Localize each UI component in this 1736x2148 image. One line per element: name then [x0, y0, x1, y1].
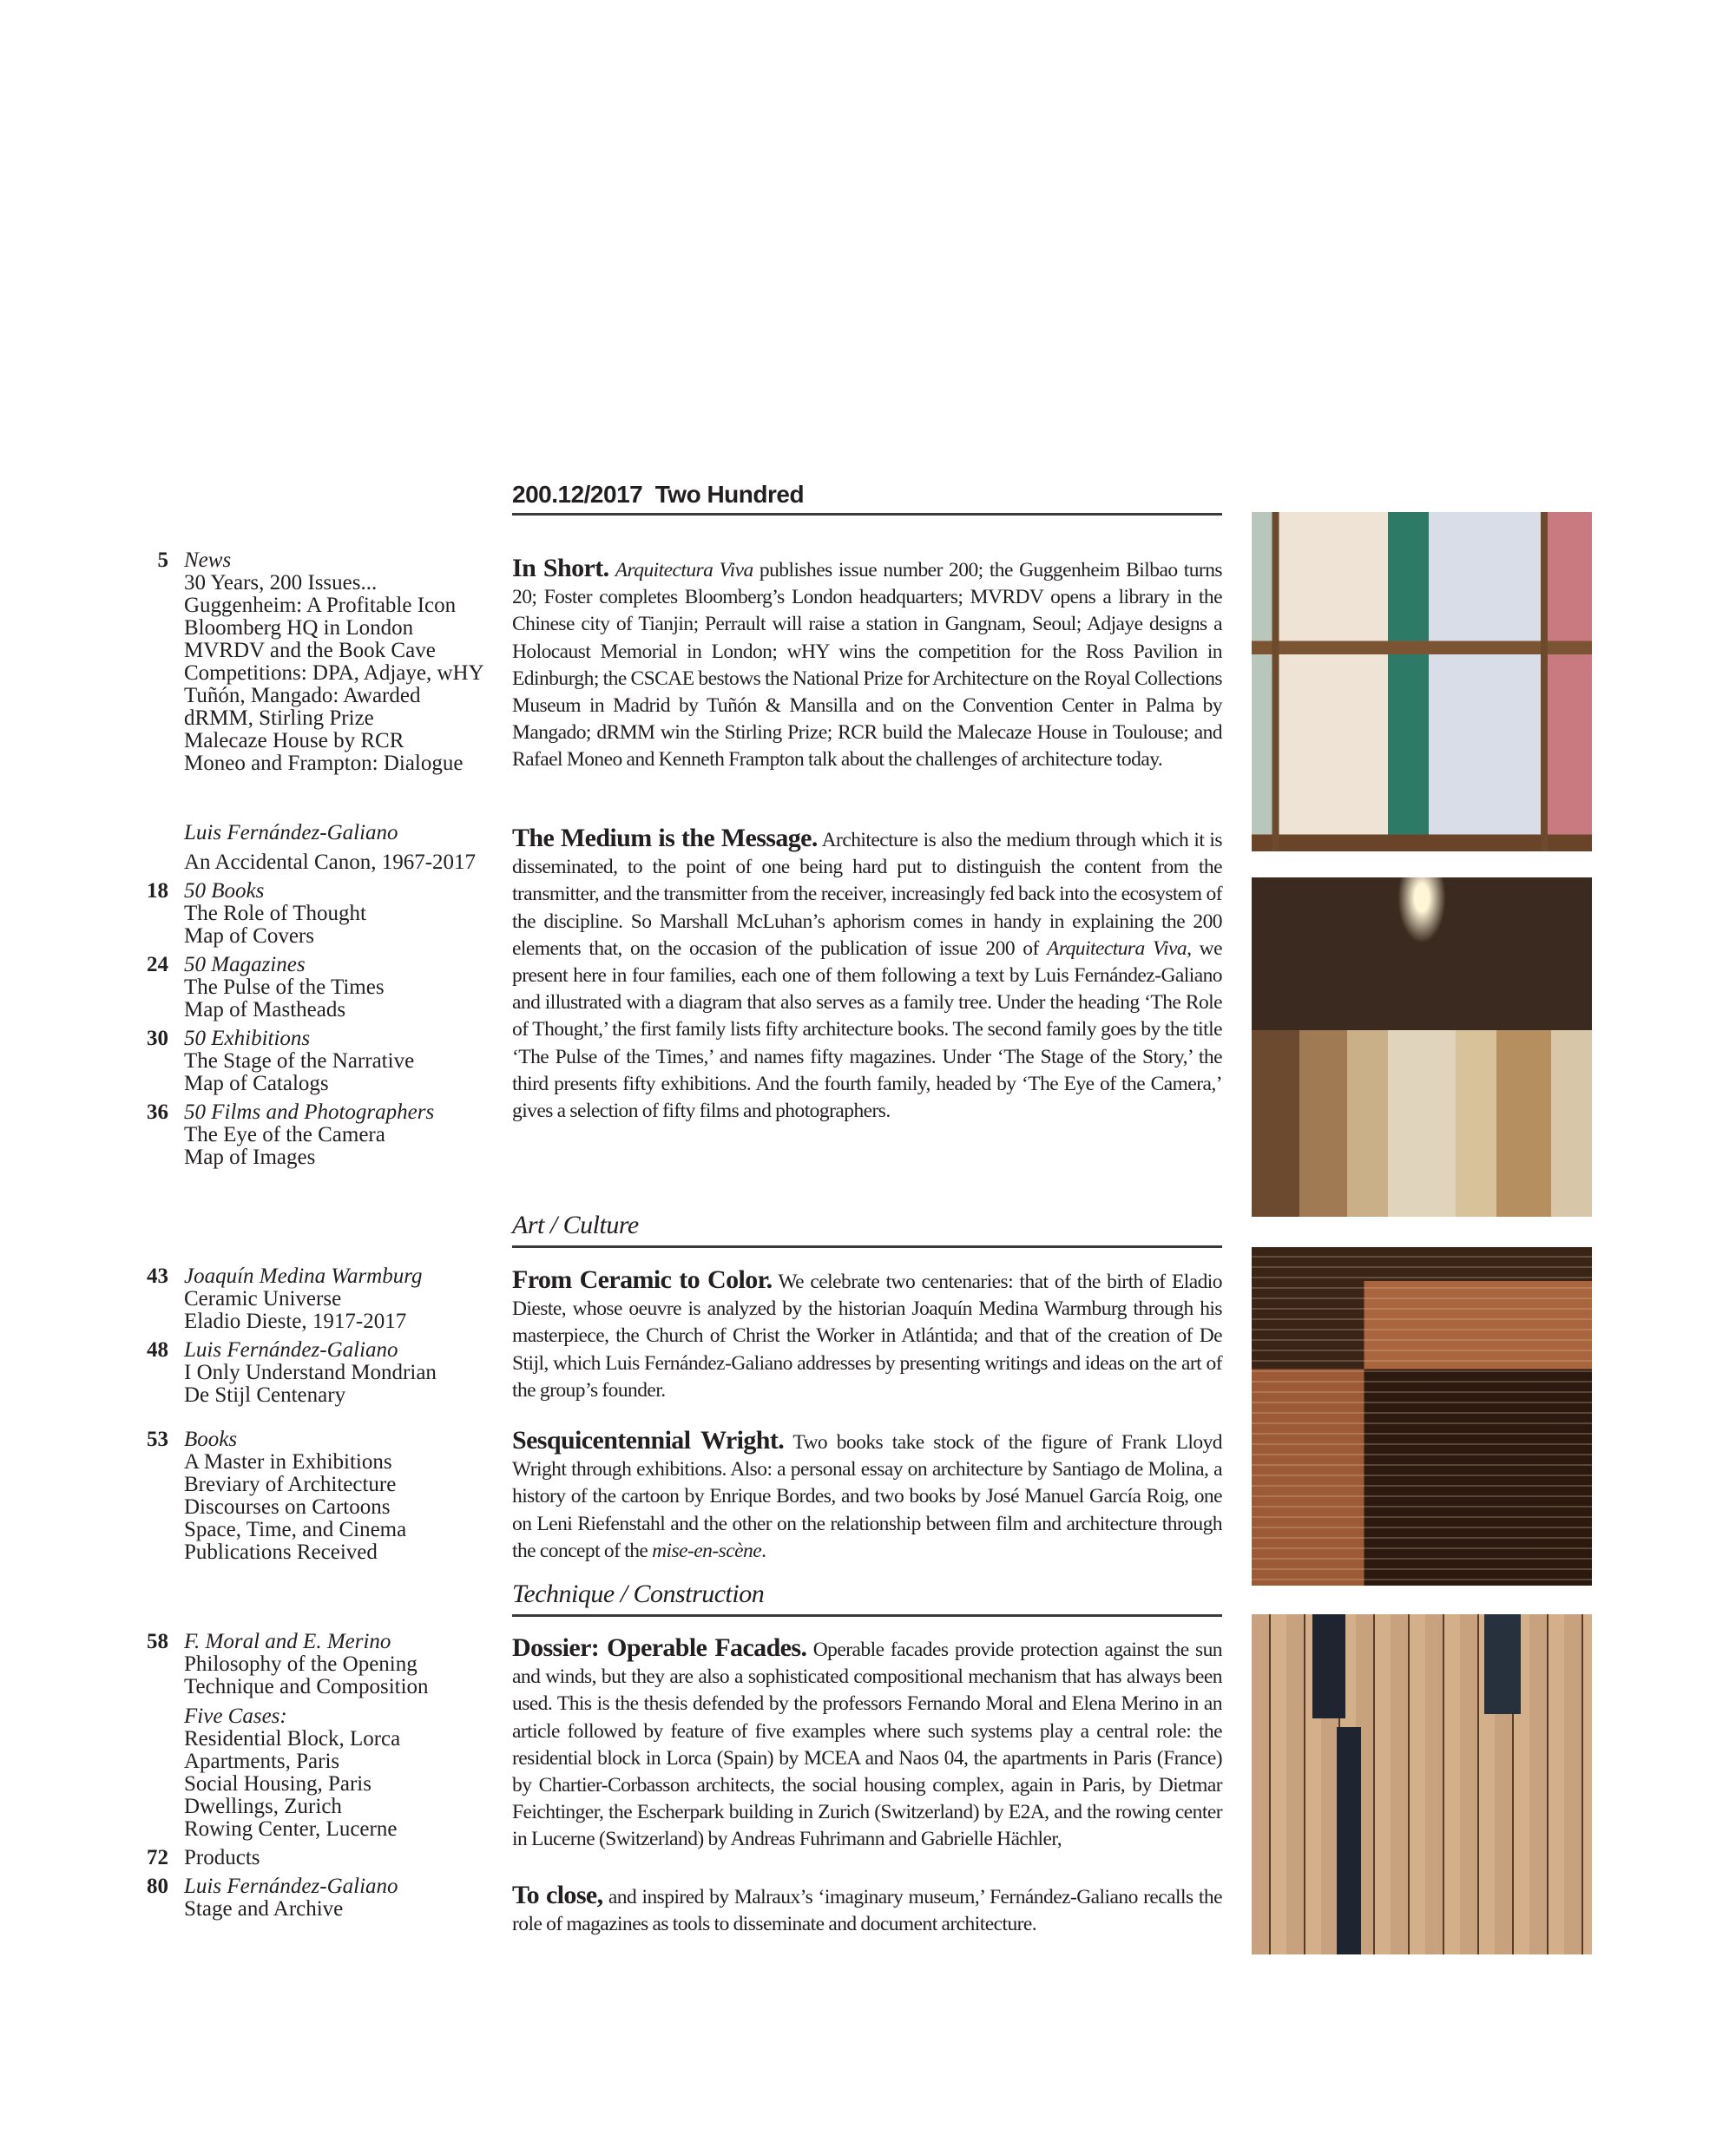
toc-title: Map of Catalogs — [184, 1072, 329, 1095]
magazine-name: Arquitectura Viva — [1047, 936, 1187, 960]
toc-title: The Role of Thought — [184, 902, 366, 925]
toc-page-number: 30 — [147, 1027, 168, 1050]
toc-author-or-section: 50 Films and Photographers — [184, 1100, 435, 1124]
toc-page-number: 24 — [147, 953, 168, 976]
toc-page-number: 53 — [147, 1428, 168, 1451]
toc-author-or-section: Luis Fernández-Galiano — [184, 1875, 398, 1898]
toc-author-or-section: 50 Magazines — [184, 953, 306, 976]
paragraph-body: Architecture is also the medium through which it is disseminated, to the point of one being hard put to distinguish the content from the transmitter, and the transmitter from the receiver, increasingly fed back into the ecosystem of the discipline. So Marshall McLuhan’s aphorism comes in handy in explaining the 200 elements that, on the occasion of the publication of issue 200 of — [512, 829, 1223, 960]
photo-brick-walls — [1252, 1247, 1592, 1586]
toc-page-number: 43 — [147, 1264, 168, 1288]
toc-author-or-section: Luis Fernández-Galiano — [184, 821, 398, 844]
toc-title: Map of Covers — [184, 924, 314, 948]
paragraph-close — [512, 1882, 1222, 1938]
facade-window — [1484, 1614, 1521, 1714]
toc-page-number: 5 — [157, 548, 168, 572]
paragraph-dossier — [512, 1634, 1222, 1854]
toc-title: Bloomberg HQ in London — [184, 616, 414, 640]
paragraph-medium — [512, 824, 1222, 1125]
toc-title: Philosophy of the Opening — [184, 1652, 418, 1676]
toc-title: MVRDV and the Book Cave — [184, 639, 436, 662]
toc-entry[interactable] — [130, 1101, 503, 1169]
toc-title: Ceramic Universe — [184, 1287, 342, 1310]
toc-title: Tuñón, Mangado: Awarded — [184, 684, 421, 707]
toc-author-or-section: 50 Exhibitions — [184, 1027, 311, 1050]
toc-entry[interactable] — [130, 1631, 503, 1841]
paragraph-body: publishes issue number 200; the Guggenheim Bilbao turns 20; Foster completes Bloomberg’s London headquarters; MVRDV opens a library in the Chinese city of Tianjin; Perrault will raise a station in Gangnam, Seoul; Adjaye designs a Holocaust Memorial in London; wHY wins the competition for the Ross Pavilion in Edinburgh; the CSCAE bestows the National Prize for Architecture on the Royal Collections Museum in Madrid by Tuñón & Mansilla and on the Convention Center in Palma by Mangado; dRMM win the Stirling Prize; RCR build the Malecaze House in Toulouse; and Rafael Moneo and Kenneth Frampton talk about the challenges of architecture today. — [512, 559, 1222, 772]
photo-operable-facade — [1252, 1614, 1592, 1954]
toc-page-number: 80 — [147, 1875, 168, 1898]
toc-title: Moneo and Frampton: Dialogue — [184, 752, 464, 775]
toc-entry[interactable] — [130, 1265, 503, 1333]
toc-title: The Stage of the Narrative — [184, 1049, 415, 1073]
toc-author-or-section: 50 Books — [184, 879, 265, 903]
toc-author-or-section: Joaquín Medina Warmburg — [184, 1264, 423, 1288]
toc-title: Competitions: DPA, Adjaye, wHY — [184, 661, 484, 685]
toc-page-number: 18 — [147, 879, 168, 903]
toc-group-books — [130, 1429, 503, 1564]
paragraph-lead: From Ceramic to Color. — [512, 1265, 773, 1294]
paragraph-lead: In Short. — [512, 554, 609, 582]
toc-title: Rowing Center, Lucerne — [184, 1817, 398, 1841]
toc-title: Map of Mastheads — [184, 998, 346, 1021]
toc-title: Space, Time, and Cinema — [184, 1518, 407, 1541]
paragraph-body: Operable facades provide protection against the sun and winds, but they are also a sophisticated compositional mechanism that has always been used. This is the thesis defended by the professors Fernando Moral and Elena Merino in an article followed by feature of five examples where such systems play a central role: the residential block in Lorca (Spain) by MCEA and Naos 04, the apartments in Paris (France) by Chartier-Corbasson architects, the social housing complex, again in Paris, by Dietmar Feichtinger, the Escherpark building in Zurich (Switzerland) by E2A, and the rowing center in Lucerne (Switzerland) by Andreas Fuhrimann and Gabrielle Hächler, — [512, 1639, 1222, 1851]
toc-title: Breviary of Architecture — [184, 1473, 397, 1496]
italic-term: mise-en-scène — [652, 1539, 762, 1562]
toc-page-number: 58 — [147, 1630, 168, 1653]
toc-author-or-section: Books — [184, 1428, 238, 1451]
section-title: Art / Culture — [512, 1211, 639, 1239]
toc-group-art-culture — [130, 1265, 503, 1407]
toc-entry[interactable] — [130, 1429, 503, 1564]
paragraph-body: , we present here in four families, each one of them following a text by Luis Fernández-Galiano and illustrated with a diagram that also serves as a family tree. Under the heading ‘The Role of Thought,’ the first family lists fifty architecture books. The second family goes by the title ‘The Pulse of the Times,’ and names fifty magazines. Under ‘The Stage of the Story,’ the third presents fifty exhibitions. And the fourth family, headed by ‘The Eye of the Camera,’ gives a selection of fifty films and photographers. — [512, 936, 1222, 1123]
paragraph-body: Two books take stock of the figure of Frank Lloyd Wright through exhibitions. Also: a personal essay on architecture by Santiago de Molina, a history of the cartoon by Enrique Bordes, and two books by José Manuel García Roig, one on Leni Riefenstahl and the other on the relationship between film and architecture through the concept of the — [512, 1431, 1222, 1562]
paragraph-body: and inspired by Malraux’s ‘imaginary museum,’ Fernández-Galiano recalls the role of magazines as tools to disseminate and document architecture. — [512, 1886, 1222, 1936]
toc-group-two-hundred — [130, 822, 503, 1169]
paragraph-lead: Sesquicentennial Wright. — [512, 1426, 785, 1455]
toc-title: Eladio Dieste, 1917-2017 — [184, 1310, 407, 1333]
toc-title: Social Housing, Paris — [184, 1772, 372, 1796]
toc-entry[interactable] — [130, 1028, 503, 1095]
paragraph-lead: Dossier: Operable Facades. — [512, 1633, 807, 1662]
toc-title: 30 Years, 200 Issues... — [184, 571, 378, 594]
toc-entry[interactable] — [130, 549, 503, 775]
toc-title: Technique and Composition — [184, 1675, 429, 1698]
toc-author-or-section: F. Moral and E. Merino — [184, 1630, 391, 1653]
toc-entry[interactable] — [130, 880, 503, 948]
toc-title: Stage and Archive — [184, 1897, 344, 1921]
toc-title: Products — [184, 1846, 260, 1869]
toc-title: Map of Images — [184, 1146, 316, 1169]
toc-title: An Accidental Canon, 1967-2017 — [184, 851, 477, 874]
toc-author-or-section: News — [184, 548, 232, 572]
page-header — [512, 480, 1222, 516]
paragraph-wright — [512, 1427, 1222, 1565]
toc-entry[interactable] — [130, 1875, 503, 1921]
paragraph-in-short — [512, 555, 1222, 774]
toc-title: Residential Block, Lorca — [184, 1727, 401, 1751]
toc-title: A Master in Exhibitions — [184, 1450, 392, 1474]
toc-entry[interactable] — [130, 1847, 503, 1869]
paragraph-lead: To close, — [512, 1881, 603, 1909]
toc-title: Apartments, Paris — [184, 1750, 340, 1773]
toc-title: The Eye of the Camera — [184, 1123, 385, 1146]
paragraph-lead: The Medium is the Message. — [512, 824, 818, 852]
paragraph-ceramic — [512, 1266, 1222, 1404]
section-heading-technique-construction — [512, 1580, 1222, 1617]
toc-title: De Stijl Centenary — [184, 1383, 346, 1407]
toc-title: Guggenheim: A Profitable Icon — [184, 594, 457, 617]
page-title: 200.12/2017 Two Hundred — [512, 481, 805, 508]
toc-page-number: 72 — [147, 1846, 168, 1869]
toc-title: dRMM, Stirling Prize — [184, 706, 374, 730]
toc-page-number: 36 — [147, 1100, 168, 1124]
toc-title: Discourses on Cartoons — [184, 1495, 391, 1519]
toc-entry[interactable] — [130, 822, 503, 874]
photo-exhibition-corridor — [1252, 877, 1592, 1217]
toc-group-news — [130, 549, 503, 775]
section-heading-art-culture — [512, 1211, 1222, 1248]
toc-title: Dwellings, Zurich — [184, 1795, 342, 1818]
magazine-name: Arquitectura Viva — [615, 559, 753, 581]
paragraph-end: . — [761, 1539, 766, 1562]
toc-author-or-section: Five Cases: — [184, 1705, 287, 1728]
toc-entry[interactable] — [130, 1339, 503, 1407]
section-title: Technique / Construction — [512, 1580, 765, 1608]
toc-title: Publications Received — [184, 1540, 378, 1564]
photo-weathered-facade — [1252, 512, 1592, 851]
toc-title: The Pulse of the Times — [184, 975, 385, 999]
toc-title: Malecaze House by RCR — [184, 729, 404, 752]
toc-entry[interactable] — [130, 954, 503, 1021]
paragraph-body: We celebrate two centenaries: that of the birth of Eladio Dieste, whose oeuvre is analyzed by the historian Joaquín Medina Warmburg through his masterpiece, the Church of Christ the Worker in Atlántida; and that of the creation of De Stijl, which Luis Fernández-Galiano addresses by presenting writings and ideas on the art of the group’s founder. — [512, 1271, 1222, 1402]
toc-title: I Only Understand Mondrian — [184, 1361, 437, 1384]
toc-group-technique — [130, 1631, 503, 1921]
toc-page-number: 48 — [147, 1338, 168, 1362]
toc-author-or-section: Luis Fernández-Galiano — [184, 1338, 398, 1362]
